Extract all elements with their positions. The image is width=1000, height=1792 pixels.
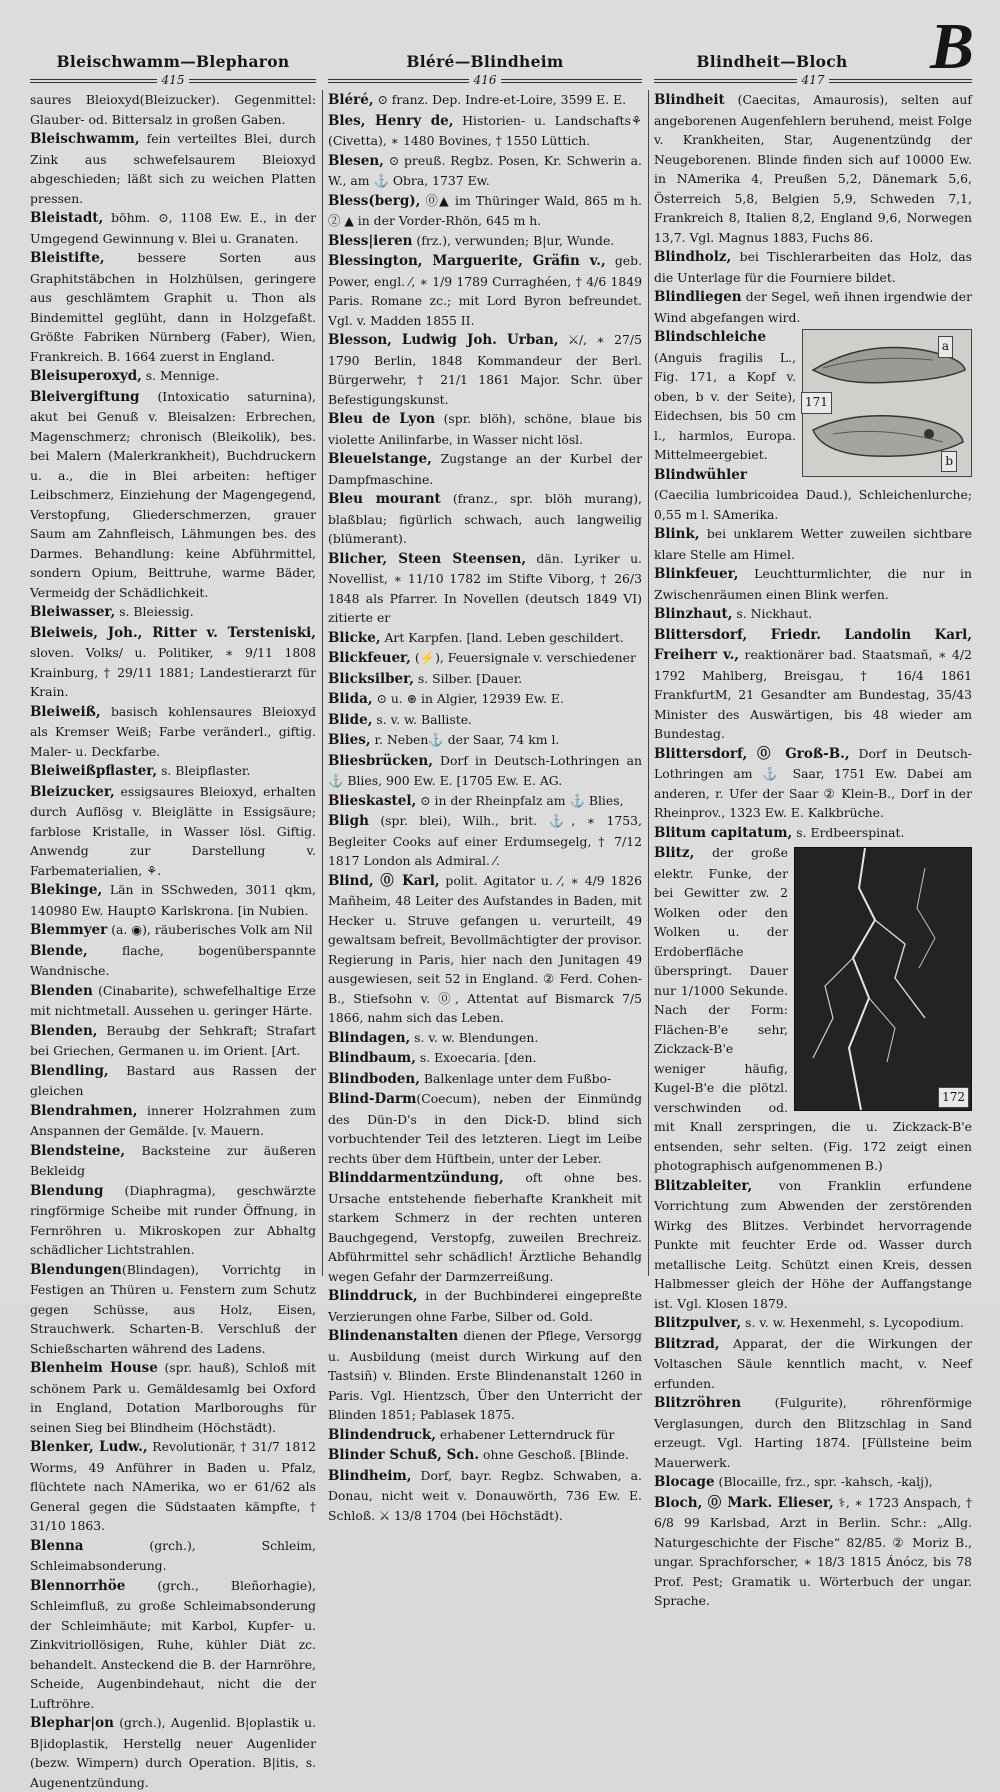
entry-headword: Blinddarmentzündung, <box>328 1170 504 1186</box>
entry-headword: Blinzhaut, <box>654 606 733 622</box>
dictionary-entry <box>654 1313 972 1334</box>
entry-headword: Blekinge, <box>30 882 103 898</box>
entry-text: ⚔/, ∗ 27/5 1790 Berlin, 1848 Kommandeur der Berl. Bürgerwehr, † 21/1 1861 Major. Schr. über Befestigungskunst. <box>328 332 642 407</box>
entry-text: (Diaphragma), geschwärzte ringförmige Scheibe mit runder Öffnung, in Fernröhren u. Mikroskopen zur Abhaltg schädlicher Lichtstrahlen. <box>30 1182 316 1257</box>
lightning-photograph <box>794 847 972 1111</box>
page-number-center-text: 416 <box>469 73 502 87</box>
dictionary-entry <box>30 387 316 603</box>
entry-headword: Blinkfeuer, <box>654 566 739 582</box>
dictionary-entry <box>328 1466 642 1526</box>
dictionary-entry <box>328 111 642 151</box>
dictionary-entry <box>30 129 316 208</box>
entry-headword: Bligh <box>328 813 369 829</box>
column-left <box>30 90 316 1790</box>
dictionary-entry <box>328 710 642 731</box>
entry-text: ⓪▲ im Thüringer Wald, 865 m h. ② ▲ in der Vorder-Rhön, 645 m h. <box>328 192 642 228</box>
dictionary-entry <box>654 604 972 625</box>
dictionary-entry <box>30 1536 316 1576</box>
dictionary-entry <box>328 489 642 549</box>
dictionary-entry <box>654 247 972 287</box>
entry-headword: Blenna <box>30 1537 84 1554</box>
entry-headword: Blindheit <box>654 92 725 108</box>
entry-text: s. Bleiessig. <box>115 604 194 619</box>
entry-text: s. v. w. Blendungen. <box>410 1029 539 1045</box>
figure-label-b: b <box>941 451 957 473</box>
entry-text: böhm. ⊙, 1108 Ew. E., in der Umgegend Gewinnung v. Blei u. Granaten. <box>30 210 316 246</box>
dictionary-entry <box>328 730 642 751</box>
entry-headword: Blitzrad, <box>654 1335 720 1352</box>
entry-headword: Blindwühler <box>654 466 748 483</box>
entry-text: (Caecitas, Amaurosis), selten auf angeborenen Augenfehlern beruhend, meist Folge v. Krankheiten, Star, Augenentzündg der Neugeborenen. Blinde finden sich auf 10000 Ew. in NAmerika 4, Preußen 5,2, Dänemark 5,6, Österreich 5,8, Belgien 5,9, Schweden 7,1, Frankreich 8, Italien 8,2, England 9,6, Norwegen 13,7. Vgl. Magnus 1883, Fuchs 86. <box>654 92 972 245</box>
entry-text: ⊙ in der Rheinpfalz am ⚓ Blies, <box>416 792 624 808</box>
blindworm-figure <box>802 329 972 477</box>
entry-headword: Blitzpulver, <box>654 1315 742 1331</box>
entry-text: (Caecilia lumbricoidea Daud.), Schleichenlurche; 0,55 m l. SAmerika. <box>654 487 972 522</box>
dictionary-entry <box>30 602 316 623</box>
entry-text: s. v. w. Hexenmehl, s. Lycopodium. <box>741 1315 964 1330</box>
entry-headword: Blephar|on <box>30 1715 114 1731</box>
entry-text: (Anguis fragilis L., Fig. 171, a Kopf v. oben, b v. der Seite), Eidechsen, bis 50 cm l., harmlos, Europa. Mittelmeergebiet. <box>654 349 796 462</box>
entry-headword: Bles, Henry de, <box>328 112 454 129</box>
dictionary-entry <box>654 1472 972 1493</box>
entry-text: bessere Sorten aus Graphitstäbchen in Holzhülsen, geringere aus geschlämtem Graphit u. Thon als Bindemittel geglüht, dann in Holzgefaßt. Größte Fabriken Nürnberg (Faber), Wien, Frankreich. B. 1664 zuerst in England. <box>30 250 316 364</box>
entry-text: erhabener Letterndruck für <box>435 1426 615 1442</box>
entry-headword: Blenden <box>30 982 93 999</box>
page-number-right-text: 417 <box>797 73 830 87</box>
dictionary-entry <box>30 623 316 702</box>
entry-headword: Blicher, Steen Steensen, <box>328 550 527 567</box>
entry-text: ⊙ preuß. Regbz. Posen, Kr. Schwerin a. W., am ⚓ Obra, 1737 Ew. <box>328 152 642 188</box>
dictionary-entry <box>30 981 316 1021</box>
entry-text: flache, bogenüberspannte Wandnische. <box>30 942 316 978</box>
entry-text: (franz., spr. blöh murang), blaßblau; figürlich schwach, auch langweilig (blümerant). <box>328 491 642 546</box>
dictionary-entry <box>654 744 972 823</box>
entry-headword: Blendung <box>30 1182 104 1199</box>
dictionary-entry <box>30 208 316 248</box>
dictionary-entry <box>30 1576 316 1714</box>
figure-number-172: 172 <box>938 1087 969 1109</box>
dictionary-entry <box>30 941 316 981</box>
dictionary-entry <box>30 1358 316 1437</box>
entry-headword: Blindenanstalten <box>328 1328 459 1344</box>
entry-text: (grch.), Schleim, Schleimabsonderung. <box>30 1537 316 1573</box>
entry-headword: Blenden, <box>30 1022 98 1039</box>
dictionary-entry <box>30 702 316 762</box>
entry-text: reaktionärer bad. Staatsmañ, ∗ 4/2 1792 Mahlberg, Breisgau, † 16/4 1861 FrankfurtM, 21 Gesandter am Bundestag, 35/43 Minister des Auswärtigen, bis 48 wieder am Bundestag. <box>654 647 972 741</box>
dictionary-entry <box>654 625 972 744</box>
dictionary-entry <box>654 1393 972 1472</box>
entry-headword: Blind, ⓪ Karl, <box>328 872 440 889</box>
entry-headword: Blindschleiche <box>654 329 767 345</box>
dictionary-entry <box>328 1048 642 1069</box>
entry-text: Beraubg der Sehkraft; Strafart bei Griechen, Germanen u. im Orient. [Art. <box>30 1022 316 1058</box>
page-number-left <box>30 73 316 89</box>
entry-text: saures Bleioxyd(Bleizucker). Gegenmittel: Glauber- od. Bittersalz in großen Gaben. <box>30 92 316 127</box>
dictionary-entry <box>654 823 972 844</box>
dictionary-entry <box>654 287 972 327</box>
entry-text: ⊙ u. ⊛ in Algier, 12939 Ew. E. <box>372 691 564 706</box>
dictionary-entry <box>328 1286 642 1326</box>
entry-text: (spr. hauß), Schloß mit schönem Park u. Gemäldesamlg bei Oxford in England, Dotation Marlboroughs für seinen Sieg bei Blindheim (Höchstädt). <box>30 1360 316 1435</box>
entry-headword: Blittersdorf, Friedr. Landolin Karl, Freiherr v., <box>654 626 972 663</box>
entry-text: fein verteiltes Blei, durch Zink aus schwefelsaurem Bleioxyd abgeschieden; läßt sich zu weichen Platten pressen. <box>30 131 316 206</box>
entry-headword: Blittersdorf, ⓪ Groß-B., <box>654 745 850 762</box>
entry-text: Dorf in Deutsch-Lothringen an ⚓ Blies, 900 Ew. E. [1705 Ew. E. AG. <box>328 752 642 788</box>
entry-text: r. Neben⚓ der Saar, 74 km l. <box>370 732 560 747</box>
entry-text: (Blocaille, frz., spr. -kahsch, -kalj), <box>714 1474 933 1489</box>
entry-headword: Blenker, Ludw., <box>30 1439 148 1455</box>
entry-text: (⚡), Feuersignale v. verschiedener <box>410 650 636 665</box>
dictionary-entry <box>30 1021 316 1061</box>
entry-headword: Blendling, <box>30 1062 109 1079</box>
entry-headword: Blindheim, <box>328 1467 412 1484</box>
entry-text: (grch., Bleñorhagie), Schleimfluß, zu große Schleimabsonderung der Schleimhäute; mit Karbol, Kupfer- u. Zinkvitriollösigen, Ruhe, kühler Diät zc. behandelt. Ansteckend die B. der Harnröhre, Scheide, Augenbindehaut, nicht die der Luftröhre. <box>30 1577 316 1711</box>
entry-headword: Blenheim House <box>30 1360 158 1376</box>
dictionary-entry <box>328 151 642 191</box>
entry-headword: Bless|ieren <box>328 232 413 249</box>
entry-headword: Bleuelstange, <box>328 451 432 467</box>
dictionary-entry <box>328 628 642 649</box>
entry-text: s. Exoecaria. [den. <box>415 1050 537 1065</box>
dictionary-entry <box>328 669 642 690</box>
dictionary-entry <box>328 90 642 111</box>
entry-text: s. Mennige. <box>141 368 220 383</box>
entry-headword: Bleiweißpflaster, <box>30 763 158 779</box>
entry-text: Revolutionär, † 31/7 1812 Worms, 49 Anführer in Baden u. Pfalz, flüchtete nach NAmerika, wo er 61/62 als General gegen die Südstaaten kämpfte, † 31/10 1863. <box>30 1439 316 1533</box>
entry-text: ⚕, ∗ 1723 Anspach, † 6/8 99 Karlsbad, Arzt in Berlin. Schr.: „Allg. Naturgeschichte der Fische“ 82/85. ② Moriz B., ungar. Sprachforscher, ∗ 18/3 1815 Ánócz, bis 78 Prof. Pest; Gramatik u. Wörterbuch der ungar. Sprache. <box>654 1494 972 1608</box>
dictionary-entry <box>328 811 642 871</box>
entry-text: bei Tischlerarbeiten das Holz, das die Unterlage für die Fourniere bildet. <box>654 249 972 285</box>
entry-text: von Franklin erfundene Vorrichtung zum Abwenden der zerstörenden Wirkg des Blitzes. Verbindet hervorragende Punkte mit feuchter Erde od. Wasser durch metallische Leitg. Schützt einen Kreis, dessen Halbmesser gleich der Höhe der Auffangstange ist. Vgl. Klosen 1879. <box>654 1177 972 1311</box>
entry-text: sloven. Volks/ u. Politiker, ∗ 9/11 1808 Krainburg, † 29/11 1881; Landestierarzt für Krain. <box>30 645 316 699</box>
dictionary-entry <box>328 1445 642 1466</box>
dictionary-entry <box>654 524 972 564</box>
entry-headword: Bleu mourant <box>328 491 441 507</box>
entry-headword: Blindholz, <box>654 249 732 265</box>
entry-text: Län in SSchweden, 3011 qkm, 140980 Ew. Haupt⊙ Karlskrona. [in Nubien. <box>30 882 316 918</box>
dictionary-entry <box>328 231 642 252</box>
dictionary-entry <box>30 1061 316 1101</box>
dictionary-entry <box>30 880 316 920</box>
dictionary-entry <box>654 1176 972 1314</box>
dictionary-entry <box>328 409 642 449</box>
figure-label-a: a <box>938 336 953 358</box>
entry-headword: Blinder Schuß, Sch. <box>328 1447 480 1463</box>
entry-headword: Blide, <box>328 711 373 728</box>
entry-text: essigsaures Bleioxyd, erhalten durch Auflösg v. Bleiglätte in Essigsäure; farblose Kristalle, in Wasser lösl. Giftig. Anwendg zur Darstellung v. Farbematerialien, ⚘. <box>30 783 316 878</box>
entry-text: (frz.), verwunden; B|ur, Wunde. <box>412 232 615 248</box>
dictionary-entry <box>30 761 316 782</box>
dictionary-entry <box>328 751 642 791</box>
dictionary-entry <box>328 689 642 710</box>
entry-headword: Blende, <box>30 942 88 959</box>
entry-text: (a. ◉), räuberisches Volk am Nil <box>107 922 313 937</box>
entry-text: Apparat, der die Wirkungen der Voltaschen Säule kenntlich macht, v. Neef erfunden. <box>654 1335 972 1391</box>
page-number-left-text: 415 <box>157 73 190 87</box>
entry-headword: Bleiweiß, <box>30 703 101 720</box>
dictionary-entry <box>328 1425 642 1446</box>
entry-headword: Blessington, Marguerite, Gräfin v., <box>328 253 606 269</box>
figure-number-171: 171 <box>801 392 832 414</box>
entry-headword: Blitz, <box>654 845 695 861</box>
entry-text: (grch.), Augenlid. B|oplastik u. B|idoplastik, Herstellg neuer Augenlider (bezw. Wimpern) durch Operation. B|itis, s. Augenentzündung. <box>30 1715 316 1790</box>
entry-headword: Bleiweis, Joh., Ritter v. Tersteniski, <box>30 624 316 641</box>
entry-text: Dorf, bayr. Regbz. Schwaben, a. Donau, nicht weit v. Donauwörth, 736 Ew. E. Schloß. ⚔ 13/8 1704 (bei Höchstädt). <box>328 1467 642 1523</box>
page-number-center <box>328 73 642 89</box>
dictionary-entry <box>328 1028 642 1049</box>
entry-headword: Bleisuperoxyd, <box>30 368 142 384</box>
entry-headword: Blendsteine, <box>30 1142 126 1159</box>
entry-headword: Bleiwasser, <box>30 604 116 620</box>
entry-headword: Bleistifte, <box>30 250 105 266</box>
entry-text: Art Karpfen. [land. Leben geschildert. <box>380 629 624 645</box>
entry-headword: Blesson, Ludwig Joh. Urban, <box>328 332 559 348</box>
dictionary-entry <box>30 366 316 387</box>
entry-text: ohne Geschoß. [Blinde. <box>479 1447 629 1462</box>
dictionary-entry <box>328 871 642 1028</box>
dictionary-entry <box>30 90 316 129</box>
entry-headword: Blendungen <box>30 1261 122 1278</box>
dictionary-entry <box>30 920 316 941</box>
entry-headword: Blickfeuer, <box>328 650 411 666</box>
entry-text: (Cinabarite), schwefelhaltige Erze mit nichtmetall. Aussehen u. geringer Härte. <box>30 982 316 1018</box>
dictionary-entry <box>328 648 642 669</box>
entry-headword: Bleizucker, <box>30 783 115 800</box>
dictionary-entry <box>30 248 316 366</box>
entry-headword: Blitzröhren <box>654 1395 742 1411</box>
entry-headword: Bleu de Lyon <box>328 411 436 427</box>
entry-text: s. Bleipflaster. <box>157 763 251 778</box>
entry-text: (Coecum), neben der Einmündg des Dün-D's in den Dick-D. blind sich vorbuchtender Teil des letzteren. Liegt im Leibe rechts über dem Hüftbein, unter der Leber. <box>328 1091 642 1166</box>
entry-headword: Bleischwamm, <box>30 131 140 147</box>
entry-headword: Blocage <box>654 1474 715 1490</box>
entry-text: Zugstange an der Kurbel der Dampfmaschine. <box>328 451 642 487</box>
dictionary-entry <box>30 782 316 881</box>
entry-text: basisch kohlensaures Bleioxyd als Kremser Weiß; Farbe veränderl., giftig. Maler- u. Deckfarbe. <box>30 703 316 759</box>
entry-headword: Blieskastel, <box>328 792 417 809</box>
entry-text: (Fulgurite), röhrenförmige Verglasungen, durch den Blitzschlag in Sand erzeugt. Vgl. Harting 1874. [Füllsteine beim Mauerwerk. <box>654 1395 972 1470</box>
entry-headword: Bliesbrücken, <box>328 752 433 769</box>
entry-text: innerer Holzrahmen zum Anspannen der Gemälde. [v. Mauern. <box>30 1102 316 1138</box>
entry-headword: Blendrahmen, <box>30 1102 138 1119</box>
entry-headword: Blindendruck, <box>328 1426 436 1443</box>
entry-text: Bastard aus Rassen der gleichen <box>30 1062 316 1098</box>
entry-headword: Bleivergiftung <box>30 388 140 405</box>
entry-text: in der Buchbinderei eingepreßte Verzierungen ohne Farbe, Silber od. Gold. <box>328 1288 642 1324</box>
entry-text: dienen der Pflege, Versorgg u. Ausbildung (meist durch Wirkung auf den Tastsiñ) v. Blinden. Erste Blindenanstalt 1260 in Paris. Vgl. Hientzsch, Über den Unterricht der Blinden 1851; Pablasek 1875. <box>328 1328 642 1422</box>
entry-headword: Blennorrhöe <box>30 1577 126 1594</box>
dictionary-entry <box>328 1089 642 1168</box>
column-divider <box>648 90 649 1276</box>
dictionary-entry <box>328 1168 642 1286</box>
lightning-illustration <box>795 848 971 1110</box>
entry-text: s. v. w. Balliste. <box>372 711 472 727</box>
entry-headword: Blinddruck, <box>328 1288 418 1304</box>
entry-headword: Blink, <box>654 526 700 542</box>
dictionary-entry <box>30 1181 316 1260</box>
entry-text: dän. Lyriker u. Novellist, ∗ 11/10 1782 im Stifte Viborg, † 26/3 1848 als Pfarrer. In Novellen (deutsch 1849 VI) zitierte er <box>328 550 642 625</box>
entry-text: ⊙ franz. Dep. Indre-et-Loire, 3599 E. E. <box>373 92 627 107</box>
dictionary-entry <box>654 90 972 247</box>
entry-text: Backsteine zur äußeren Bekleidg <box>30 1142 316 1178</box>
entry-headword: Blindbaum, <box>328 1050 416 1066</box>
entry-text: Leuchtturmlichter, die nur in Zwischenräumen einen Blink werfen. <box>654 566 972 602</box>
entry-headword: Blind-Darm <box>328 1091 417 1107</box>
entry-text: polit. Agitator u. ⁄, ∗ 4/9 1826 Mañheim, 48 Leiter des Aufstandes in Baden, mit Hecker u. Struve gefangen u. verurteilt, 49 gewaltsam befreit, Bevollmächtigter der provisor. Regierung in Paris, hier nach den Junitagen 49 ausgewiesen, seit 52 in England. ② Ferd. Cohen-B., Stiefsohn v. ⓪, Attentat auf Bismarck 7/5 1866, nahm sich das Leben. <box>328 872 642 1025</box>
entry-text: s. Nickhaut. <box>732 606 813 621</box>
entry-headword: Blemmyer <box>30 922 108 938</box>
running-header-left: Bleischwamm—Blepharon <box>56 52 290 71</box>
column-right <box>654 90 972 1608</box>
dictionary-entry <box>328 791 642 812</box>
entry-text: (spr. blei), Wilh., brit. ⚓, ∗ 1753, Begleiter Cooks auf einer Erdumsegelg, † 7/12 1817 London als Admiral. ⁄. <box>328 813 642 868</box>
entry-headword: Blicke, <box>328 629 381 646</box>
dictionary-entry <box>328 330 642 409</box>
entry-text: Balkenlage unter dem Fußbo- <box>419 1070 612 1086</box>
entry-headword: Blindagen, <box>328 1029 411 1046</box>
dictionary-entry <box>30 1101 316 1141</box>
running-header-right: Blindheit—Bloch <box>696 52 848 71</box>
dictionary-entry <box>30 1437 316 1536</box>
entry-text: der große elektr. Funke, der bei Gewitter zw. 2 Wolken oder den Wolken u. der Erdoberfläche überspringt. Dauer nur 1/1000 Sekunde. Nach der Form: Flächen-B'e sehr, Zickzack-B'e weniger häufig, Kugel-B'e die plötzl. verschwinden od. mit Knall zerspringen, die u. Zickzack-B'e entsenden, sehr selten. (Fig. 172 zeigt einen photographisch aufgenommenen B.) <box>654 845 972 1173</box>
entry-headword: Blies, <box>328 732 371 748</box>
entry-headword: Bloch, ⓪ Mark. Elieser, <box>654 1494 834 1511</box>
entry-text: bei unklarem Wetter zuweilen sichtbare klare Stelle am Himel. <box>654 526 972 562</box>
dictionary-entry <box>30 1713 316 1792</box>
dictionary-entry <box>328 1326 642 1425</box>
entry-text: oft ohne bes. Ursache entstehende fieberhafte Krankheit mit starkem Schmerz in der rechten unteren Bauchgegend, Verstopfg, zuweilen Brechreiz. Abführmittel sehr schädlich! Ärztliche Behandlg wegen Gefahr der Darmzerreißung. <box>328 1170 642 1284</box>
dictionary-entry <box>654 1493 972 1611</box>
dictionary-entry <box>328 549 642 628</box>
section-letter: B <box>929 10 974 83</box>
entry-text: s. Silber. [Dauer. <box>413 670 523 686</box>
dictionary-entry <box>328 191 642 231</box>
entry-headword: Blindliegen <box>654 289 742 305</box>
running-header-center: Bléré—Blindheim <box>406 52 564 71</box>
dictionary-entry <box>328 449 642 489</box>
dictionary-entry <box>328 1069 642 1090</box>
entry-text: Dorf in Deutsch-Lothringen am ⚓ Saar, 1751 Ew. Dabei am anderen, r. Ufer der Saar ② Klein-B., Dorf in der Rheinprov., 1323 Ew. E. Kalkbrüche. <box>654 745 972 820</box>
dictionary-entry <box>328 251 642 330</box>
entry-text: s. Erdbeerspinat. <box>792 824 905 840</box>
entry-headword: Blesen, <box>328 152 384 169</box>
entry-headword: Blindboden, <box>328 1070 420 1087</box>
page-number-right <box>654 73 972 89</box>
dictionary-entry <box>30 1260 316 1359</box>
entry-headword: Blitzableiter, <box>654 1177 753 1194</box>
entry-headword: Blitum capitatum, <box>654 824 793 841</box>
entry-headword: Bléré, <box>328 92 374 108</box>
entry-headword: Blida, <box>328 691 373 707</box>
entry-headword: Bleistadt, <box>30 210 104 226</box>
dictionary-entry <box>654 564 972 604</box>
dictionary-entry <box>654 1334 972 1394</box>
entry-text: der Segel, weñ ihnen irgendwie der Wind abgefangen wird. <box>654 289 972 325</box>
dictionary-entry <box>30 1141 316 1181</box>
entry-headword: Blicksilber, <box>328 670 414 687</box>
entry-headword: Bless(berg), <box>328 192 421 209</box>
entry-text: (spr. blöh), schöne, blaue bis violette Anilinfarbe, in Wasser nicht lösl. <box>328 411 643 447</box>
column-center <box>328 90 643 1523</box>
column-divider <box>322 90 323 1276</box>
entry-text: Historien- u. Landschafts⚘ (Civetta), ∗ 1480 Bovines, † 1550 Lüttich. <box>328 112 642 148</box>
entry-text: (Blindagen), Vorrichtg in Festigen an Thüren u. Fenstern zum Schutz gegen Schüsse, aus Holz, Eisen, Strauchwerk. Scharten-B. Verschluß der Schießscharten während des Ladens. <box>30 1261 316 1356</box>
entry-text: geb. Power, engl. ⁄, ∗ 1/9 1789 Curraghéen, † 4/6 1849 Paris. Romane zc.; mit Lord Byron befreundet. Vgl. v. Madden 1855 II. <box>328 253 643 328</box>
entry-text: (Intoxicatio saturnina), akut bei Genuß v. Bleisalzen: Erbrechen, Magenschmerz; chronisch (Bleikolik), bes. bei Malern (Malerkrankheit), Buchdruckern u. a., die in Blei arbeiten: heftiger Leibschmerz, Einziehung der Magengegend, Verstopfung, Gliederschmerzen, grauer Saum am Zahnfleisch, Lähmungen bes. des Darmes. Behandlung: keine Abführmittel, sondern Opium, Beittruhe, warme Bäder, Vermeidg der Schädlichkeit. <box>30 388 316 600</box>
